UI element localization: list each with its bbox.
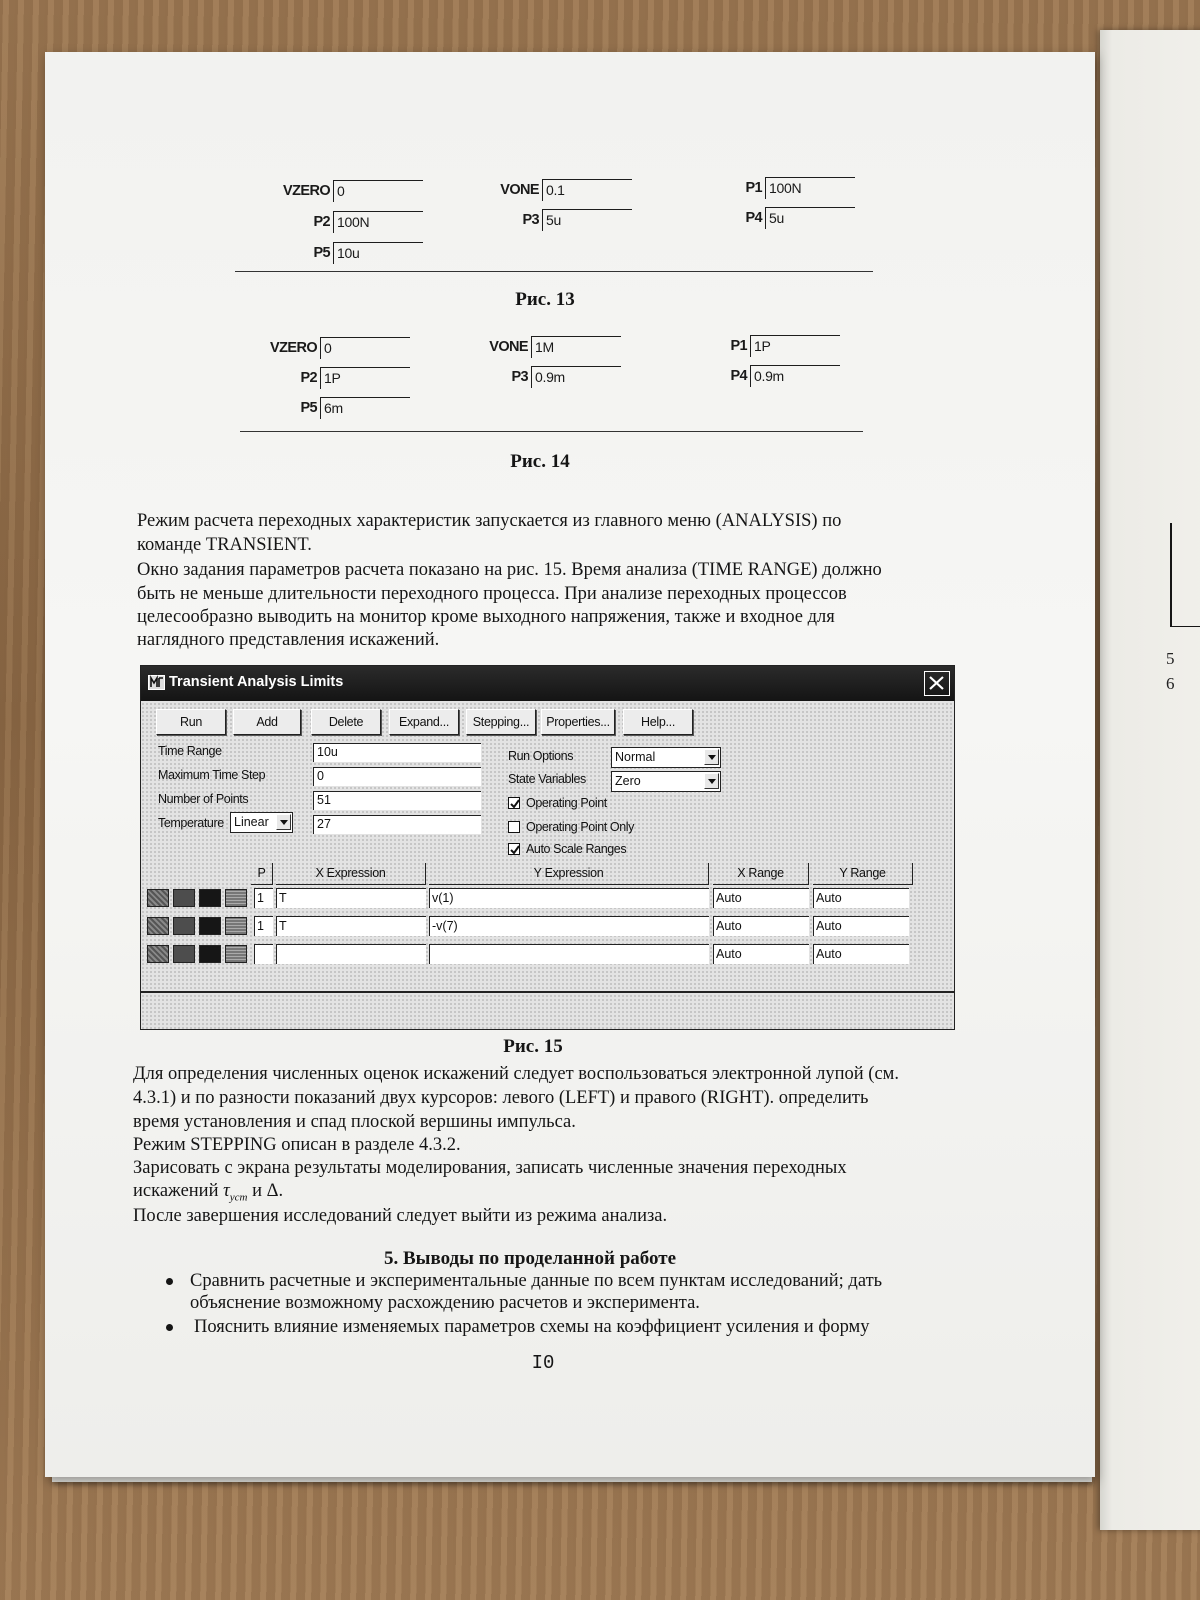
run-options-select	[611, 747, 721, 768]
list-item-line: Сравнить расчетные и экспериментальные данные по всем пунктам исследований; дать	[190, 1271, 883, 1291]
param-label-p5: P5	[300, 400, 317, 416]
paragraph-line: Для определения численных оценок искажений следует воспользоваться электронной лупой (см.	[133, 1064, 899, 1084]
temperature-field: 27	[313, 815, 481, 834]
y-expression-cell: -v(7)	[429, 916, 709, 936]
close-icon	[928, 675, 945, 691]
param-label-p4: P4	[745, 210, 762, 226]
max-time-step-label: Maximum Time Step	[158, 768, 266, 782]
color-swatch	[147, 917, 169, 935]
time-range-field: 10u	[313, 743, 481, 762]
color-swatch	[225, 945, 247, 963]
figure-caption: Рис. 15	[503, 1036, 563, 1057]
param-field-p4: 0.9m	[750, 365, 840, 387]
temperature-label: Temperature	[158, 816, 224, 830]
param-label-p3: P3	[511, 369, 528, 385]
x-range-cell: Auto	[713, 888, 809, 908]
section-heading: 5. Выводы по проделанной работе	[383, 1248, 677, 1269]
plot-group-cell	[254, 944, 273, 964]
paragraph-line: Окно задания параметров расчета показано на рис. 15. Время анализа (TIME RANGE) должно	[137, 560, 882, 580]
help-button: Help...	[623, 709, 693, 735]
param-field-p4: 5u	[765, 207, 855, 229]
facing-page	[1100, 30, 1200, 1530]
param-field-vone: 1M	[531, 336, 621, 358]
param-label-p2: P2	[300, 370, 317, 386]
delete-button: Delete	[311, 709, 381, 735]
table-row	[141, 944, 953, 966]
color-swatch	[225, 917, 247, 935]
bullet-marker	[166, 1278, 173, 1285]
param-field-p3: 0.9m	[531, 366, 621, 388]
temperature-mode-select	[230, 812, 293, 833]
paragraph-line: команде TRANSIENT.	[137, 535, 312, 555]
x-expression-cell: T	[276, 916, 426, 936]
column-header-y-expression: Y Expression	[429, 863, 709, 885]
symbol-char: τ	[223, 1181, 230, 1201]
operating-point-checkbox	[508, 797, 520, 809]
param-field-p1: 1P	[750, 335, 840, 357]
paragraph-line: 4.3.1) и по разности показаний двух курсоров: левого (LEFT) и правого (RIGHT). определить	[133, 1088, 869, 1108]
chevron-down-icon	[704, 773, 719, 789]
number-of-points-label: Number of Points	[158, 792, 249, 806]
param-field-vone: 0.1	[542, 179, 632, 201]
stepping-button: Stepping...	[466, 709, 536, 735]
figure-divider	[240, 431, 863, 432]
param-label-p5: P5	[313, 245, 330, 261]
param-field-p1: 100N	[765, 177, 855, 199]
paragraph-line: Зарисовать с экрана результаты моделирования, записать численные значения переходных	[133, 1158, 847, 1178]
param-field-p5: 10u	[333, 242, 423, 264]
paragraph-line: наглядного представления искажений.	[137, 630, 440, 650]
run-options-value: Normal	[615, 750, 656, 764]
temperature-mode-value: Linear	[234, 815, 269, 829]
tau-symbol	[223, 1181, 248, 1204]
page-number: I0	[531, 1352, 555, 1374]
x-expression-cell	[276, 944, 426, 964]
dialog-title: Transient Analysis Limits	[169, 674, 344, 690]
check-icon	[509, 844, 521, 856]
x-range-cell: Auto	[713, 916, 809, 936]
number-of-points-field: 51	[313, 791, 481, 810]
paragraph-line: целесообразно выводить на монитор кроме выходного напряжения, также и входное для	[137, 607, 835, 627]
list-item-line: Пояснить влияние изменяемых параметров схемы на коэффициент усиления и форму	[194, 1317, 870, 1337]
symbol-subscript: уст	[229, 1191, 248, 1204]
param-label-vone: VONE	[489, 339, 528, 355]
param-label-p3: P3	[522, 212, 539, 228]
close-button	[924, 671, 950, 696]
paragraph-line: время установления и спад плоской вершины импульса.	[133, 1112, 576, 1132]
column-header-x-range: X Range	[713, 863, 809, 885]
column-header-p: P	[251, 863, 273, 885]
y-range-cell: Auto	[813, 916, 909, 936]
operating-point-label: Operating Point	[526, 796, 607, 810]
color-swatch	[173, 945, 195, 963]
operating-point-only-checkbox	[508, 821, 520, 833]
table-row	[141, 888, 953, 910]
time-range-label: Time Range	[158, 744, 222, 758]
properties-button: Properties...	[541, 709, 615, 735]
y-range-cell: Auto	[813, 888, 909, 908]
app-icon	[148, 675, 165, 690]
state-variables-value: Zero	[615, 774, 641, 788]
plot-group-cell: 1	[254, 916, 273, 936]
plot-group-cell: 1	[254, 888, 273, 908]
operating-point-only-label: Operating Point Only	[526, 820, 635, 834]
state-variables-label: State Variables	[508, 772, 586, 786]
column-header-y-range: Y Range	[813, 863, 913, 885]
param-label-p1: P1	[745, 180, 762, 196]
param-label-vone: VONE	[500, 182, 539, 198]
facing-page-fragment: 6	[1166, 674, 1175, 693]
expand-button: Expand...	[389, 709, 459, 735]
paragraph-line: быть не меньше длительности переходного процесса. При анализе переходных процессов	[137, 584, 847, 604]
text-run: и Δ.	[252, 1181, 284, 1201]
paragraph-line: После завершения исследований следует выйти из режима анализа.	[133, 1206, 668, 1226]
dialog-titlebar	[141, 666, 954, 701]
facing-page-frame	[1170, 523, 1200, 627]
chevron-down-icon	[704, 749, 719, 765]
facing-page-fragment: 5	[1166, 649, 1175, 668]
figure-divider	[235, 271, 873, 272]
chevron-down-icon	[276, 814, 291, 830]
figure-caption: Рис. 14	[510, 451, 570, 472]
color-swatch	[199, 917, 221, 935]
y-range-cell: Auto	[813, 944, 909, 964]
color-swatch	[173, 889, 195, 907]
color-swatch	[147, 945, 169, 963]
param-field-vzero: 0	[333, 180, 423, 202]
table-row	[141, 916, 953, 938]
auto-scale-ranges-checkbox	[508, 843, 520, 855]
param-field-p5: 6m	[320, 397, 410, 419]
auto-scale-ranges-label: Auto Scale Ranges	[526, 842, 627, 856]
max-time-step-field: 0	[313, 767, 481, 786]
transient-analysis-dialog	[140, 665, 955, 1030]
check-icon	[509, 798, 521, 810]
bullet-marker	[166, 1324, 173, 1331]
param-label-vzero: VZERO	[270, 340, 317, 356]
column-header-x-expression: X Expression	[276, 863, 426, 885]
x-expression-cell: T	[276, 888, 426, 908]
paragraph-line: Режим STEPPING описан в разделе 4.3.2.	[133, 1135, 461, 1155]
color-swatch	[173, 917, 195, 935]
paragraph-line: Режим расчета переходных характеристик запускается из главного меню (ANALYSIS) по	[137, 511, 842, 531]
x-range-cell: Auto	[713, 944, 809, 964]
color-swatch	[199, 945, 221, 963]
param-label-p4: P4	[730, 368, 747, 384]
y-expression-cell	[429, 944, 709, 964]
param-field-vzero: 0	[320, 337, 410, 359]
param-field-p2: 100N	[333, 211, 423, 233]
run-button: Run	[156, 709, 226, 735]
param-field-p3: 5u	[542, 209, 632, 231]
param-label-vzero: VZERO	[283, 183, 330, 199]
color-swatch	[225, 889, 247, 907]
figure-caption: Рис. 13	[515, 289, 575, 310]
color-swatch	[199, 889, 221, 907]
param-label-p1: P1	[730, 338, 747, 354]
param-field-p2: 1P	[320, 367, 410, 389]
dialog-status-divider	[141, 991, 954, 993]
color-swatch	[147, 889, 169, 907]
param-label-p2: P2	[313, 214, 330, 230]
run-options-label: Run Options	[508, 749, 574, 763]
y-expression-cell: v(1)	[429, 888, 709, 908]
list-item-line: объяснение возможному расхождению расчетов и эксперимента.	[190, 1293, 700, 1313]
text-run: искажений	[133, 1181, 219, 1201]
state-variables-select	[611, 771, 721, 792]
add-button: Add	[233, 709, 301, 735]
